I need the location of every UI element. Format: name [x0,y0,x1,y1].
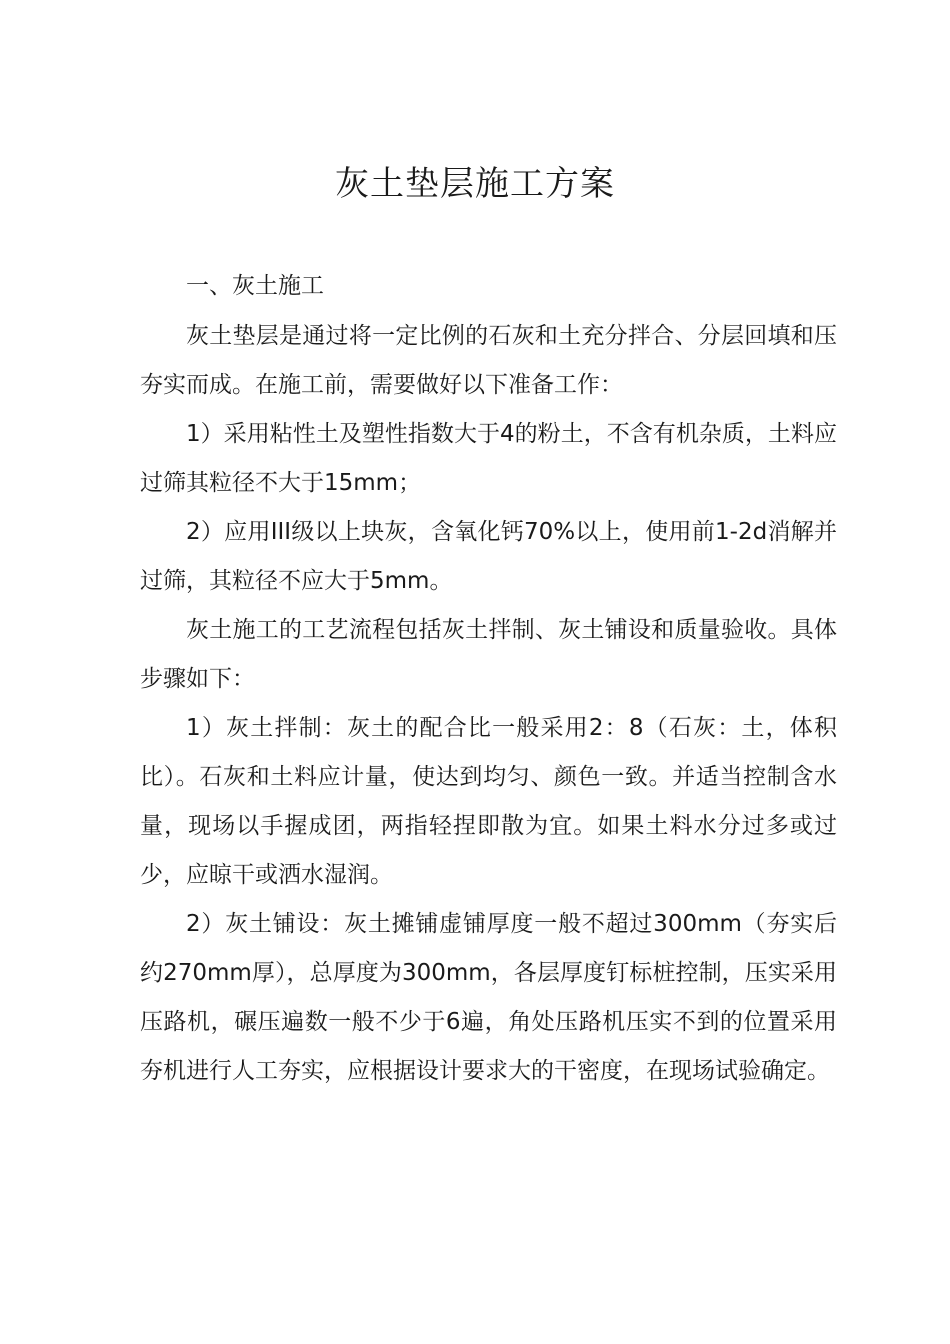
paragraph-soil-requirement: 1）采用粘性土及塑性指数大于4的粉土，不含有机杂质，土料应过筛其粒径不大于15mm； [140,421,837,496]
document-body [140,266,837,1096]
paragraph-mixing: 1）灰土拌制：灰土的配合比一般采用2：8（石灰：土，体积比）。石灰和土料应计量，使达到均匀、颜色一致。并适当控制含水量，现场以手握成团，两指轻捏即散为宜。如果土料水分过多或过少，应晾干或洒水湿润。 [140,715,837,888]
document-title: 灰土垫层施工方案 [335,164,615,204]
paragraph-intro: 灰土垫层是通过将一定比例的石灰和土充分拌合、分层回填和压夯实而成。在施工前，需要做好以下准备工作： [140,323,837,398]
section-heading: 一、灰土施工 [186,273,324,299]
paragraph-laying: 2）灰土铺设：灰土摊铺虚铺厚度一般不超过300mm（夯实后约270mm厚），总厚度为300mm，各层厚度钉标桩控制，压实采用压路机，碾压遍数一般不少于6遍，角处压路机压实不到的位置采用夯机进行人工夯实，应根据设计要求大的干密度，在现场试验确定。 [140,911,837,1084]
paragraph-process-overview: 灰土施工的工艺流程包括灰土拌制、灰土铺设和质量验收。具体步骤如下： [140,617,837,692]
paragraph-lime-requirement: 2）应用III级以上块灰，含氧化钙70%以上，使用前1-2d消解并过筛，其粒径不应大于5mm。 [140,519,837,594]
